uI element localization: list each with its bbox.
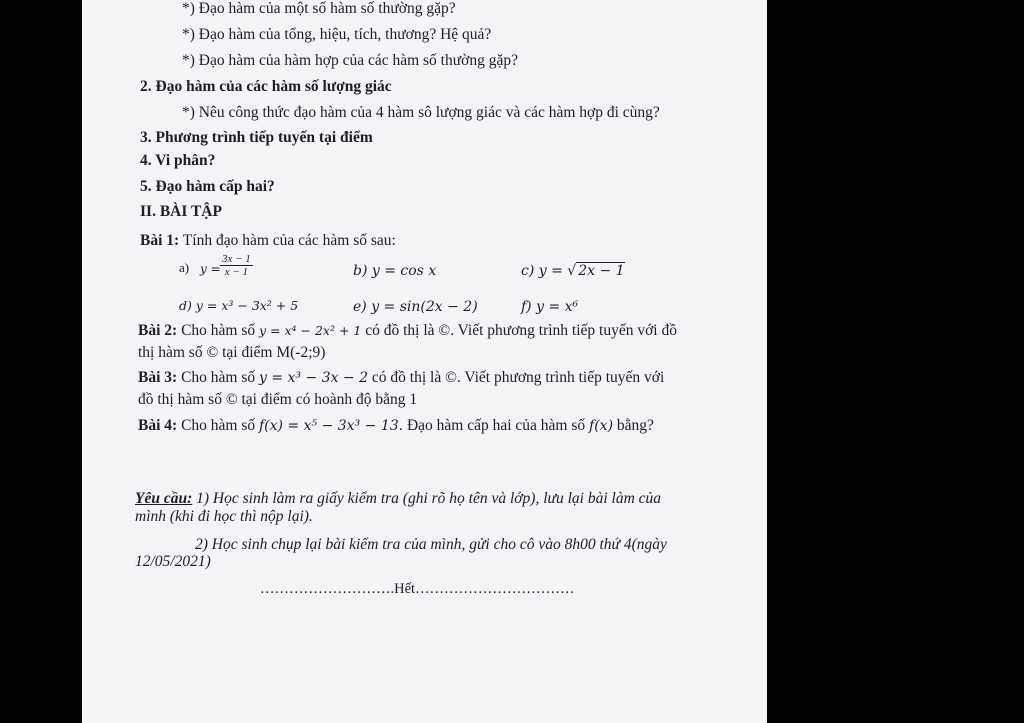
section-title: II. BÀI TẬP — [140, 203, 222, 220]
exercise-3-line-1 — [138, 369, 664, 387]
exercise-2-line-2: thị hàm số © tại điểm M(-2;9) — [138, 344, 326, 361]
heading-5: 5. Đạo hàm cấp hai? — [140, 178, 275, 195]
document-page — [82, 0, 767, 723]
requirements-label: Yêu cầu: — [135, 490, 193, 507]
exercise-3-formula: y = x³ − 3x − 2 — [259, 370, 369, 386]
exercise-1-label: Bài 1: — [140, 232, 180, 249]
ex1-f: f) y = x⁶ — [521, 299, 579, 315]
exercise-4-label: Bài 4: — [138, 417, 178, 434]
heading-2: 2. Đạo hàm của các hàm số lượng giác — [140, 78, 392, 95]
exercise-2-text-b: có đồ thị là ©. Viết phương trình tiếp tuyến với đồ — [365, 322, 677, 339]
exercise-4-text-a: Cho hàm số — [181, 417, 256, 434]
exercise-1 — [140, 232, 396, 250]
exercise-2-text-a: Cho hàm số — [181, 322, 256, 339]
heading-3: 3. Phương trình tiếp tuyến tại điểm — [140, 129, 373, 146]
exercise-3-text-b: có đồ thị là ©. Viết phương trình tiếp tuyến với — [371, 369, 665, 386]
exercise-4-formula-2: f(x) — [589, 418, 614, 434]
theory-line-1: *) Đạo hàm của một số hàm số thường gặp? — [182, 0, 456, 17]
heading-2-note: *) Nêu công thức đạo hàm của 4 hàm sô lượng giác và các hàm hợp đi cùng? — [182, 104, 660, 121]
ex1-a-fraction — [220, 253, 253, 278]
requirements-line-1 — [135, 490, 661, 508]
end-marker: ……………………….Hết…………………………… — [260, 581, 575, 597]
requirement-2-a: 2) Học sinh chụp lại bài kiểm tra của mình, gửi cho cô vào 8h00 thứ 4(ngày — [195, 536, 667, 553]
exercise-4-text-c: bằng? — [616, 417, 654, 434]
ex1-d: d) y = x³ − 3x² + 5 — [179, 298, 299, 313]
ex1-a-numerator: 3x − 1 — [222, 253, 251, 265]
exercise-1-text: Tính đạo hàm của các hàm số sau: — [182, 232, 396, 249]
theory-line-3: *) Đạo hàm của hàm hợp của các hàm số thường gặp? — [182, 52, 518, 69]
ex1-c-label: c) y = — [521, 263, 563, 279]
ex1-a-lhs: y = — [200, 262, 221, 276]
ex1-e: e) y = sin(2x − 2) — [353, 299, 478, 315]
ex1-a-denominator: x − 1 — [224, 266, 249, 278]
heading-4: 4. Vi phân? — [140, 152, 216, 169]
exercise-2-label: Bài 2: — [138, 322, 178, 339]
sqrt-sign: √ — [567, 263, 577, 279]
ex1-c — [521, 262, 625, 280]
exercise-4-text-b: Đạo hàm cấp hai của hàm số — [406, 417, 586, 434]
ex1-c-radicand: 2x − 1 — [578, 263, 625, 279]
exercise-3-text-a: Cho hàm số — [181, 369, 256, 386]
exercise-4-line — [138, 417, 654, 435]
exercise-2-formula: y = x⁴ − 2x² + 1 — [259, 323, 362, 338]
requirement-1-a: 1) Học sinh làm ra giấy kiểm tra (ghi rõ họ tên và lớp), lưu lại bài làm của — [196, 490, 662, 507]
exercise-3-line-2: đồ thị hàm số © tại điểm có hoành độ bằng 1 — [138, 391, 418, 408]
ex1-b: b) y = cos x — [353, 263, 437, 279]
requirement-1-b: mình (khi đi học thì nộp lại). — [135, 508, 313, 525]
ex1-a-label: a) — [179, 260, 190, 275]
requirement-2-b: 12/05/2021) — [135, 553, 211, 570]
theory-line-2: *) Đạo hàm của tổng, hiệu, tích, thương? Hệ quả? — [182, 26, 492, 43]
exercise-2-line-1 — [138, 322, 677, 340]
exercise-3-label: Bài 3: — [138, 369, 178, 386]
exercise-4-formula: f(x) = x⁵ − 3x³ − 13. — [259, 418, 404, 434]
